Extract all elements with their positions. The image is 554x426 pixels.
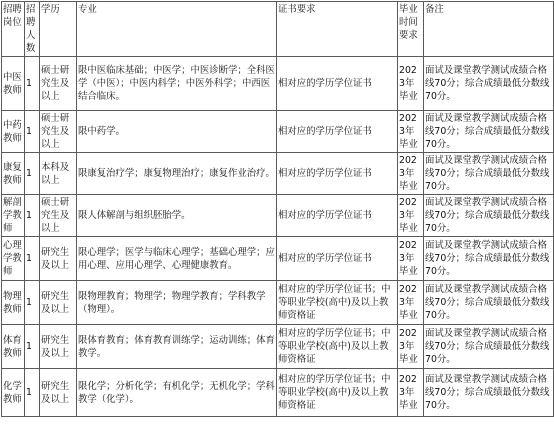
header-remark: 备注 (424, 2, 554, 57)
table-row (2, 369, 554, 417)
cell-certificate: 相对应的学历学位证书 (277, 195, 398, 237)
table-row (2, 153, 554, 195)
cell-major: 限物理教育；物理学；物理学教育；学科教学（物理）。 (77, 281, 277, 325)
header-education: 学历 (40, 2, 77, 57)
cell-certificate: 相对应的学历学位证书；中等职业学校(高中)及以上教师资格证 (277, 325, 398, 369)
cell-remark: 面试及课堂教学测试成绩合格线70分；综合成绩最低分数线70分。 (424, 369, 554, 417)
cell-education: 本科及以上 (40, 153, 77, 195)
cell-major: 限人体解剖与组织胚胎学。 (77, 195, 277, 237)
header-certificate: 证书要求 (277, 2, 398, 57)
cell-education: 研究生及以上 (40, 237, 77, 281)
cell-count: 1 (25, 153, 40, 195)
cell-remark: 面试及课堂教学测试成绩合格线70分；综合成绩最低分数线70分。 (424, 57, 554, 111)
cell-count: 1 (25, 195, 40, 237)
cell-certificate: 相对应的学历学位证书 (277, 153, 398, 195)
table-row (2, 325, 554, 369)
cell-major: 限心理学；医学与临床心理学；基础心理学；应用心理、应用心理学、心理健康教育。 (77, 237, 277, 281)
cell-graduation: 2023年毕业 (398, 111, 424, 153)
cell-remark: 面试及课堂教学测试成绩合格线70分；综合成绩最低分数线70分。 (424, 153, 554, 195)
header-position: 招聘岗位 (2, 2, 25, 57)
recruitment-table (1, 1, 554, 417)
cell-count: 1 (25, 281, 40, 325)
cell-major: 限康复治疗学；康复物理治疗；康复作业治疗。 (77, 153, 277, 195)
cell-certificate: 相对应的学历学位证书；中等职业学校(高中)及以上教师资格证 (277, 281, 398, 325)
header-graduation: 毕业时间要求 (398, 2, 424, 57)
cell-remark: 面试及课堂教学测试成绩合格线70分；综合成绩最低分数线70分。 (424, 111, 554, 153)
cell-graduation: 2023年毕业 (398, 57, 424, 111)
table-header-row (2, 2, 554, 57)
cell-certificate: 相对应的学历学位证书 (277, 237, 398, 281)
cell-education: 硕士研究生及以上 (40, 57, 77, 111)
cell-certificate: 相对应的学历学位证书 (277, 111, 398, 153)
cell-count: 1 (25, 325, 40, 369)
cell-remark: 面试及课堂教学测试成绩合格线70分；综合成绩最低分数线70分。 (424, 195, 554, 237)
cell-education: 硕士研究生及以上 (40, 195, 77, 237)
cell-education: 硕士研究生及以上 (40, 111, 77, 153)
cell-position: 物理教师 (2, 281, 25, 325)
cell-graduation: 2023年毕业 (398, 281, 424, 325)
cell-remark: 面试及课堂教学测试成绩合格线70分；综合成绩最低分数线70分。 (424, 325, 554, 369)
table-row (2, 195, 554, 237)
table-row (2, 237, 554, 281)
cell-position: 解剖学教师 (2, 195, 25, 237)
table-row (2, 57, 554, 111)
cell-major: 限化学；分析化学；有机化学；无机化学；学科教学（化学）。 (77, 369, 277, 417)
cell-major: 限体育教育；体育教育训练学；运动训练；体育教学。 (77, 325, 277, 369)
cell-graduation: 2023年毕业 (398, 195, 424, 237)
cell-certificate: 相对应的学历学位证书；中等职业学校(高中)及以上教师资格证 (277, 369, 398, 417)
cell-major: 限中药学。 (77, 111, 277, 153)
header-major: 专业 (77, 2, 277, 57)
cell-position: 体育教师 (2, 325, 25, 369)
cell-certificate: 相对应的学历学位证书 (277, 57, 398, 111)
cell-graduation: 2023年毕业 (398, 153, 424, 195)
cell-graduation: 2023年毕业 (398, 325, 424, 369)
cell-count: 1 (25, 237, 40, 281)
cell-position: 化学教师 (2, 369, 25, 417)
cell-position: 中医教师 (2, 57, 25, 111)
cell-position: 中药教师 (2, 111, 25, 153)
cell-count: 1 (25, 111, 40, 153)
cell-graduation: 2023年毕业 (398, 369, 424, 417)
cell-count: 1 (25, 369, 40, 417)
cell-position: 心理学教师 (2, 237, 25, 281)
cell-position: 康复教师 (2, 153, 25, 195)
table-row (2, 281, 554, 325)
cell-remark: 面试及课堂教学测试成绩合格线70分；综合成绩最低分数线70分。 (424, 237, 554, 281)
cell-major: 限中医临床基础；中医学；中医诊断学；全科医学（中医）；中医内科学；中医外科学；中西医结合临床。 (77, 57, 277, 111)
table-row (2, 111, 554, 153)
cell-count: 1 (25, 57, 40, 111)
cell-education: 研究生及以上 (40, 325, 77, 369)
cell-graduation: 2023年毕业 (398, 237, 424, 281)
header-count: 招聘人数 (25, 2, 40, 57)
cell-remark: 面试及课堂教学测试成绩合格线70分；综合成绩最低分数线70分。 (424, 281, 554, 325)
cell-education: 研究生及以上 (40, 369, 77, 417)
cell-education: 研究生及以上 (40, 281, 77, 325)
